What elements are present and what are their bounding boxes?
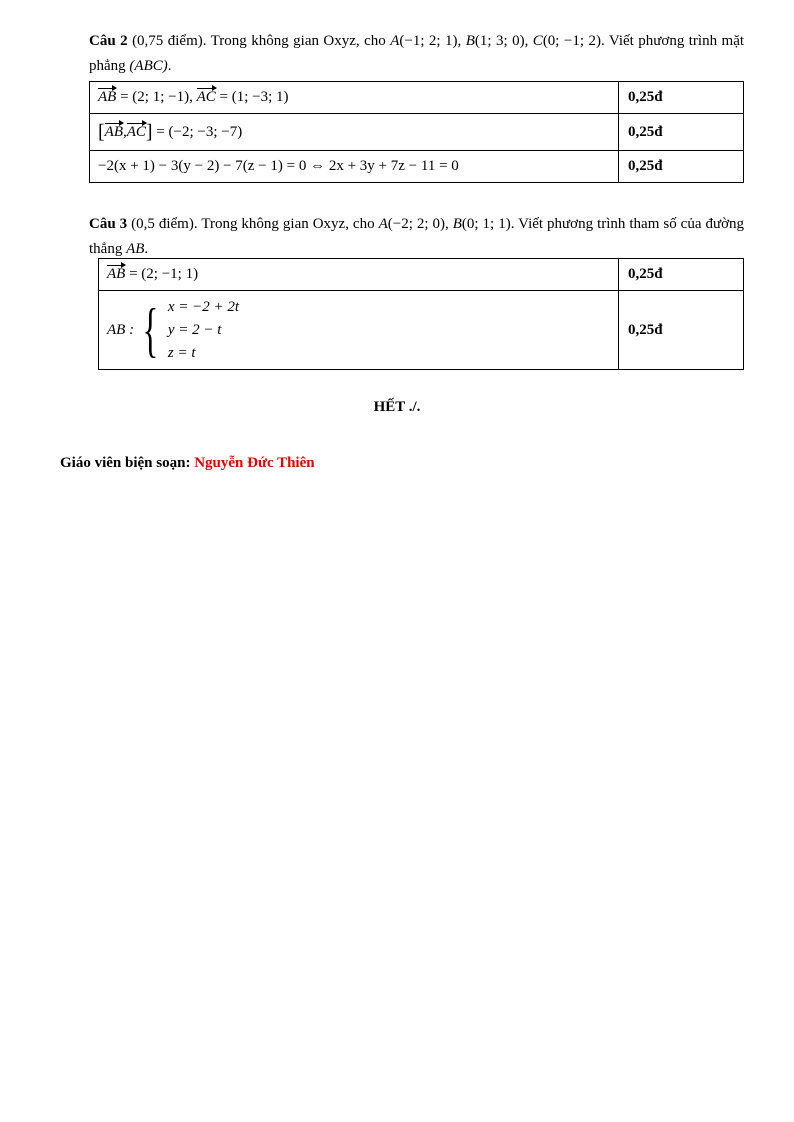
equation-z: z = t [167, 344, 196, 361]
plane-equation: −2(x + 1) − 3(y − 2) − 7(z − 1) = 0 ⇔ 2x + 3y + 7z − 11 = 0 [98, 158, 459, 174]
table-row [90, 151, 744, 183]
vector-ab-value: = (2; 1; −1), [120, 89, 193, 105]
cross-product-value: = (−2; −3; −7) [156, 123, 243, 140]
point-a-coords: (−2; 2; 0) [387, 216, 445, 232]
answer-step [90, 151, 619, 183]
question-3-label: Câu 3 [89, 216, 128, 232]
table-row [99, 259, 744, 291]
table-row [99, 291, 744, 370]
question-2-answer-table [89, 81, 744, 183]
question-3-answer-table [98, 258, 744, 370]
end-marker: HẾT ./. [373, 399, 421, 415]
vector-ab: AB [98, 89, 117, 105]
parametric-system [107, 296, 239, 365]
question-3-intro: Trong không gian Oxyz, cho [201, 216, 375, 232]
point-b-label: B [465, 33, 475, 49]
curly-brace-icon: { [142, 297, 159, 363]
score-cell: 0,25đ [619, 291, 744, 370]
equation-x: x = −2 + 2t [167, 298, 240, 315]
plane-abc: (ABC) [129, 58, 168, 74]
table-row [90, 114, 744, 151]
answer-step [90, 82, 619, 114]
vector-ac-value: = (1; −3; 1) [219, 89, 289, 105]
bracket-close: ] [145, 120, 153, 143]
question-3-text: Câu 3 (0,5 điểm). Trong không gian Oxyz, cho A(−2; 2; 0), B(0; 1; 1). Viết phương trình tham số của đường thẳng AB. [89, 216, 745, 257]
question-3-prompt: . Viết phương trình tham số của đường thẳng [89, 216, 745, 257]
question-2-points: (0,75 điểm). [132, 33, 207, 49]
score-cell: 0,25đ [619, 114, 744, 151]
separator: , [123, 123, 127, 140]
bracket-open: [ [98, 120, 105, 143]
point-c-label: C [532, 33, 543, 49]
point-a-label: A [378, 216, 388, 232]
point-b-coords: (1; 3; 0) [474, 33, 525, 49]
author-label: Giáo viên biện soạn: [60, 455, 191, 471]
vector-ab: AB [107, 266, 126, 282]
score-cell: 0,25đ [619, 259, 744, 291]
answer-step [99, 291, 619, 370]
question-2-intro: Trong không gian Oxyz, cho [210, 33, 386, 49]
point-a-label: A [390, 33, 400, 49]
question-2-label: Câu 2 [89, 33, 128, 49]
author-line [60, 455, 315, 472]
author-name: Nguyễn Đức Thiên [194, 455, 315, 471]
point-a-coords: (−1; 2; 1) [399, 33, 458, 49]
answer-step [90, 114, 619, 151]
equation-y: y = 2 − t [167, 321, 222, 338]
system-lhs: AB : [107, 321, 135, 338]
question-3-points: (0,5 điểm). [131, 216, 198, 232]
point-b-label: B [452, 216, 462, 232]
vector-ab-value: = (2; −1; 1) [129, 266, 199, 282]
score-cell: 0,25đ [619, 151, 744, 183]
vector-ac: AC [196, 89, 216, 105]
question-3-period: . [144, 241, 149, 257]
system-equations [168, 296, 239, 365]
score-cell: 0,25đ [619, 82, 744, 114]
table-row [90, 82, 744, 114]
question-2-prompt: . Viết phương trình mặt phẳng [89, 33, 745, 74]
line-ab: AB [126, 241, 145, 257]
point-c-coords: (0; −1; 2) [542, 33, 601, 49]
question-2-text: Câu 2 (0,75 điểm). Trong không gian Oxyz, cho A(−1; 2; 1), B(1; 3; 0), C(0; −1; 2). Viết phương trình mặt phẳng (ABC). [89, 33, 745, 74]
vector-ac: AC [126, 123, 146, 140]
vector-ab: AB [104, 123, 123, 140]
point-b-coords: (0; 1; 1) [461, 216, 511, 232]
answer-step [99, 259, 619, 291]
question-2-period: . [167, 58, 172, 74]
